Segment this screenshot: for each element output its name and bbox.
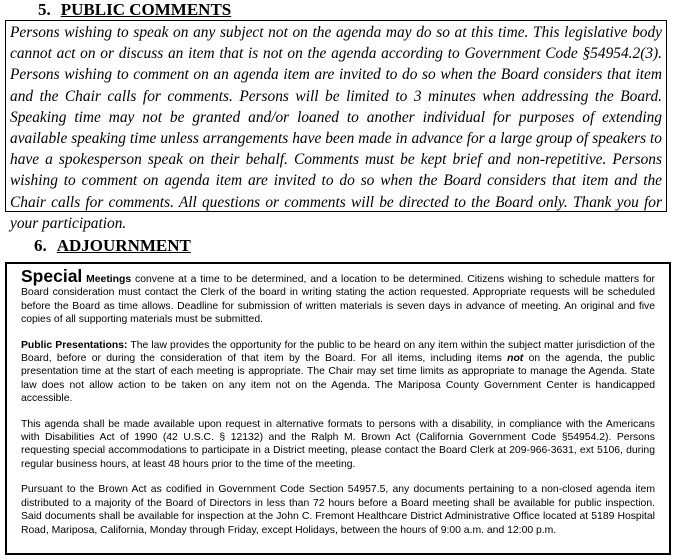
- meeting-notice-box: [5, 262, 671, 555]
- section-6-title: ADJOURNMENT: [56, 236, 191, 255]
- public-presentations-emphasis: not: [507, 353, 524, 365]
- section-6-heading: [34, 236, 191, 256]
- special-meetings-text: convene at a time to be determined, and a location to be determined. Citizens wishing to schedule matters for Board consideration must contact the Clerk of the board in writing stating the action requested. Appropriate requests will be scheduled before the Board as time allows. Deadline for submission of written materials is seven days in advance of meeting. An original and five copies of all supporting materials must be submitted.: [21, 274, 655, 326]
- public-presentations-label: Public Presentations:: [21, 339, 128, 351]
- public-presentations-paragraph: [21, 339, 655, 406]
- section-6-number: 6.: [34, 236, 47, 255]
- public-comments-box: [5, 20, 667, 232]
- special-word: Special: [21, 266, 83, 286]
- brown-act-paragraph: Pursuant to the Brown Act as codified in Government Code Section 54957.5, any documents pertaining to a non-closed agenda item distributed to a majority of the Board of Directors in less than 72 hours before a Board meeting shall be available for public inspection. Said documents shall be available for inspection at the John C. Fremont Healthcare District Administrative Office located at 5189 Hospital Road, Mariposa, California, Monday through Friday, except Holidays, between the hours of 9:00 a.m. and 12:00 p.m.: [21, 484, 655, 536]
- special-meetings-paragraph: [21, 266, 655, 327]
- section-5-number: 5.: [38, 0, 51, 19]
- public-presentations-text-1: The law provides the opportunity for the public to be heard on any item within the subject matter jurisdiction of the Board, before or during the consideration of that item by the Board. For all items, including items: [21, 339, 655, 365]
- ada-paragraph: This agenda shall be made available upon request in alternative formats to persons with a disability, in compliance with the Americans with Disabilities Act of 1990 (42 U.S.C. § 12132) and the Ralph M. Brown Act (California Government Code §54954.2). Persons requesting special accommodations to participate in a District meeting, please contact the Board Clerk at 209-966-3631, ext 5106, during regular business hours, at least 48 hours prior to the time of the meeting.: [21, 418, 655, 470]
- section-5-heading: [38, 0, 231, 20]
- public-presentations-text-2: on the agenda, the public presentation time at the start of each meeting is appropriate. The Chair may set time limits as appropriate to manage the Agenda. State law does not allow action to be taken on any item not on the Agenda. The Mariposa County Government Center is handicapped accessible.: [21, 353, 656, 405]
- meetings-word: Meetings: [86, 274, 132, 285]
- public-comments-text: Persons wishing to speak on any subject not on the agenda may do so at this time. This legislative body cannot act on or discuss an item that is not on the agenda according to Government Code §54954.2(3). Persons wishing to comment on an agenda item are invited to do so when the Board considers that item and the Chair calls for comments. Persons will be limited to 3 minutes when addressing the Board. Speaking time may not be granted and/or loaned to another individual for purposes of extending available speaking time unless arrangements have been made in advance for a large group of speakers to have a spokesperson speak on their behalf. Comments must be kept brief and non-repetitive. Persons wishing to comment on agenda item are invited to do so when the Board considers that item and the Chair calls for comments. All questions or comments will be directed to the Board only. Thank you for your participation.: [10, 24, 662, 232]
- section-5-title: PUBLIC COMMENTS: [60, 0, 232, 19]
